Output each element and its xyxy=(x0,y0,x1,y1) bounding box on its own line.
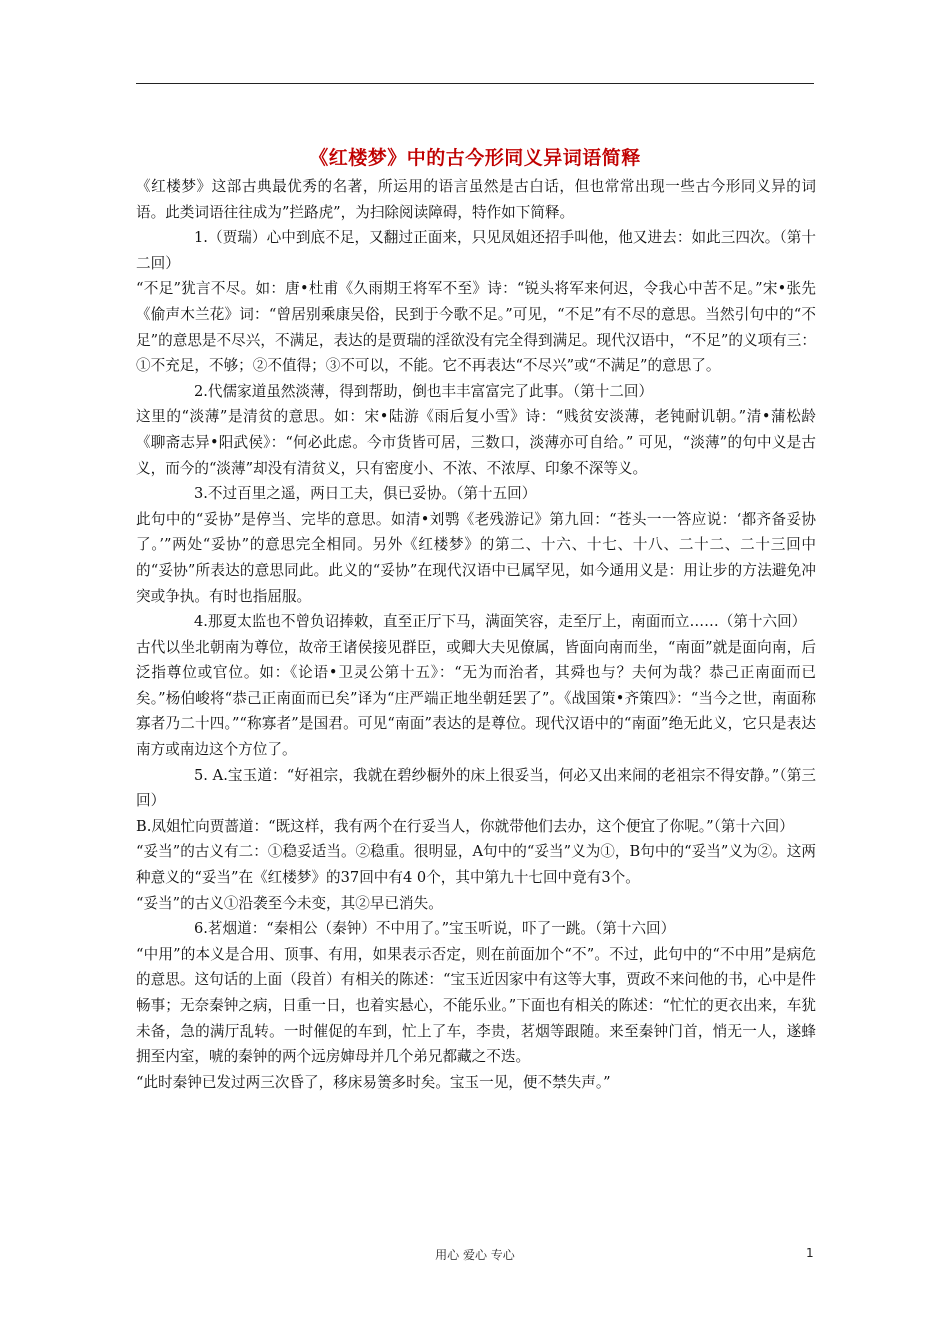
paragraph-example-6: 6.茗烟道：“秦相公（秦钟）不中用了。”宝玉听说，吓了一跳。（第十六回） xyxy=(194,920,676,938)
paragraph-example-1: 1.（贾瑞）心中到底不足，又翻过正面来，只见凤姐还招手叫他，他又进去：如此三四次。（第十二回） xyxy=(136,229,816,272)
paragraph-explanation-4: 古代以坐北朝南为尊位，故帝王诸侯接见群臣，或卿大夫见僚属，皆面向南而坐，“南面”就是面向南，后泛指尊位或官位。如：《论语•卫灵公第十五》：“无为而治者，其舜也与？夫何为哉？恭己正南面而已矣。”杨伯峻将“恭己正南面而已矣”译为“庄严端正地坐朝廷罢了”。《战国策•齐策四》：“当今之世，南面称寡者乃二十四。”“称寡者”是国君。可见“南面”表达的是尊位。现代汉语中的“南面”绝无此义，它只是表达南方或南边这个方位了。 xyxy=(136,638,816,759)
paragraph-example-3: 3.不过百里之遥，两日工夫，俱已妥协。（第十五回） xyxy=(194,485,537,503)
paragraph-example-4: 4.那夏太监也不曾负诏捧敕，直至正厅下马，满面笑容，走至厅上，南面而立……（第十六回） xyxy=(194,613,807,631)
paragraph-explanation-5-note: “妥当”的古义①沿袭至今未变，其②早已消失。 xyxy=(136,894,443,912)
paragraph-example-5a: 5. A.宝玉道：“好祖宗，我就在碧纱橱外的床上很妥当，何必又出来闹的老祖宗不得安静。”（第三回） xyxy=(136,766,816,810)
paragraph-explanation-3: 此句中的“妥协”是停当、完毕的意思。如清•刘鹗《老残游记》第九回：“苍头一一答应说：‘都齐备妥协了。’”两处“妥协”的意思完全相同。另外《红楼梦》的第二、十六、十七、十八、二十二、二十三回中的“妥协”所表达的意思同此。此义的“妥协”在现代汉语中已属罕见，如今通用义是：用让步的方法避免冲突或争执。有时也指屈服。 xyxy=(136,510,816,605)
footer-slogan: 用心 爱心 专心 xyxy=(435,1248,515,1262)
paragraph-explanation-1: “不足”犹言不尽。如：唐•杜甫《久雨期王将军不至》诗：“锐头将军来何迟，令我心中苦不足。”宋•张先《偷声木兰花》词：“曾居别乘康吴俗，民到于今歌不足。”可见，“不足”有不尽的意思。当然引句中的“不足”的意思是不尽兴，不满足，表达的是贾瑞的淫欲没有完全得到满足。现代汉语中，“不足”的义项有三：①不充足，不够；②不值得；③不可以，不能。它不再表达“不尽兴”或“不满足”的意思了。 xyxy=(136,280,816,375)
paragraph-explanation-5: “妥当”的古义有二：①稳妥适当。②稳重。很明显，A句中的“妥当”义为①，B句中的“妥当”义为②。这两种意义的“妥当”在《红楼梦》的37回中有4 0个，其中第九十七回中竟有3个。 xyxy=(136,843,816,887)
header-rule xyxy=(136,83,814,84)
paragraph-quote-6: “此时秦钟已发过两三次昏了，移床易箦多时矣。宝玉一见，便不禁失声。” xyxy=(136,1073,611,1091)
paragraph-example-2: 2.代儒家道虽然淡薄，得到帮助，倒也丰丰富富完了此事。（第十二回） xyxy=(194,382,654,400)
paragraph-explanation-2: 这里的“淡薄”是清贫的意思。如：宋•陆游《雨后复小雪》诗：“贱贫安淡薄，老钝耐讥朝。”清•蒲松龄《聊斋志异•阳武侯》：“何必此虑。今市货皆可居，三数口，淡薄亦可自给。” 可见，“淡薄”的句中义是古义，而今的“淡薄”却没有清贫义，只有密度小、不浓、不浓厚、印象不深等义。 xyxy=(136,408,816,477)
paragraph-explanation-6: “中用”的本义是合用、顶事、有用，如果表示否定，则在前面加个“不”。不过，此句中的“不中用”是病危的意思。这句话的上面（段首）有相关的陈述：“宝玉近因家中有这等大事，贾政不来问他的书，心中是件畅事；无奈秦钟之病，日重一日，也着实悬心，不能乐业。”下面也有相关的陈述：“忙忙的更衣出来，车犹未备，急的满厅乱转。一时催促的车到，忙上了车，李贵，茗烟等跟随。来至秦钟门首，悄无一人，遂蜂拥至内室，唬的秦钟的两个远房婶母并几个弟兄都藏之不迭。 xyxy=(136,945,816,1066)
document-body xyxy=(136,174,816,1095)
page-number: 1 xyxy=(806,1246,814,1260)
paragraph-example-5b: B.凤姐忙向贾蔷道：“既这样，我有两个在行妥当人，你就带他们去办，这个便宜了你呢。”（第十六回） xyxy=(136,817,794,835)
paragraph-intro: 《红楼梦》这部古典最优秀的名著，所运用的语言虽然是古白话，但也常常出现一些古今形同义异的词语。此类词语往往成为”拦路虎”，为扫除阅读障碍，特作如下简释。 xyxy=(136,178,816,221)
document-title: 《红楼梦》中的古今形同义异词语简释 xyxy=(309,147,641,169)
